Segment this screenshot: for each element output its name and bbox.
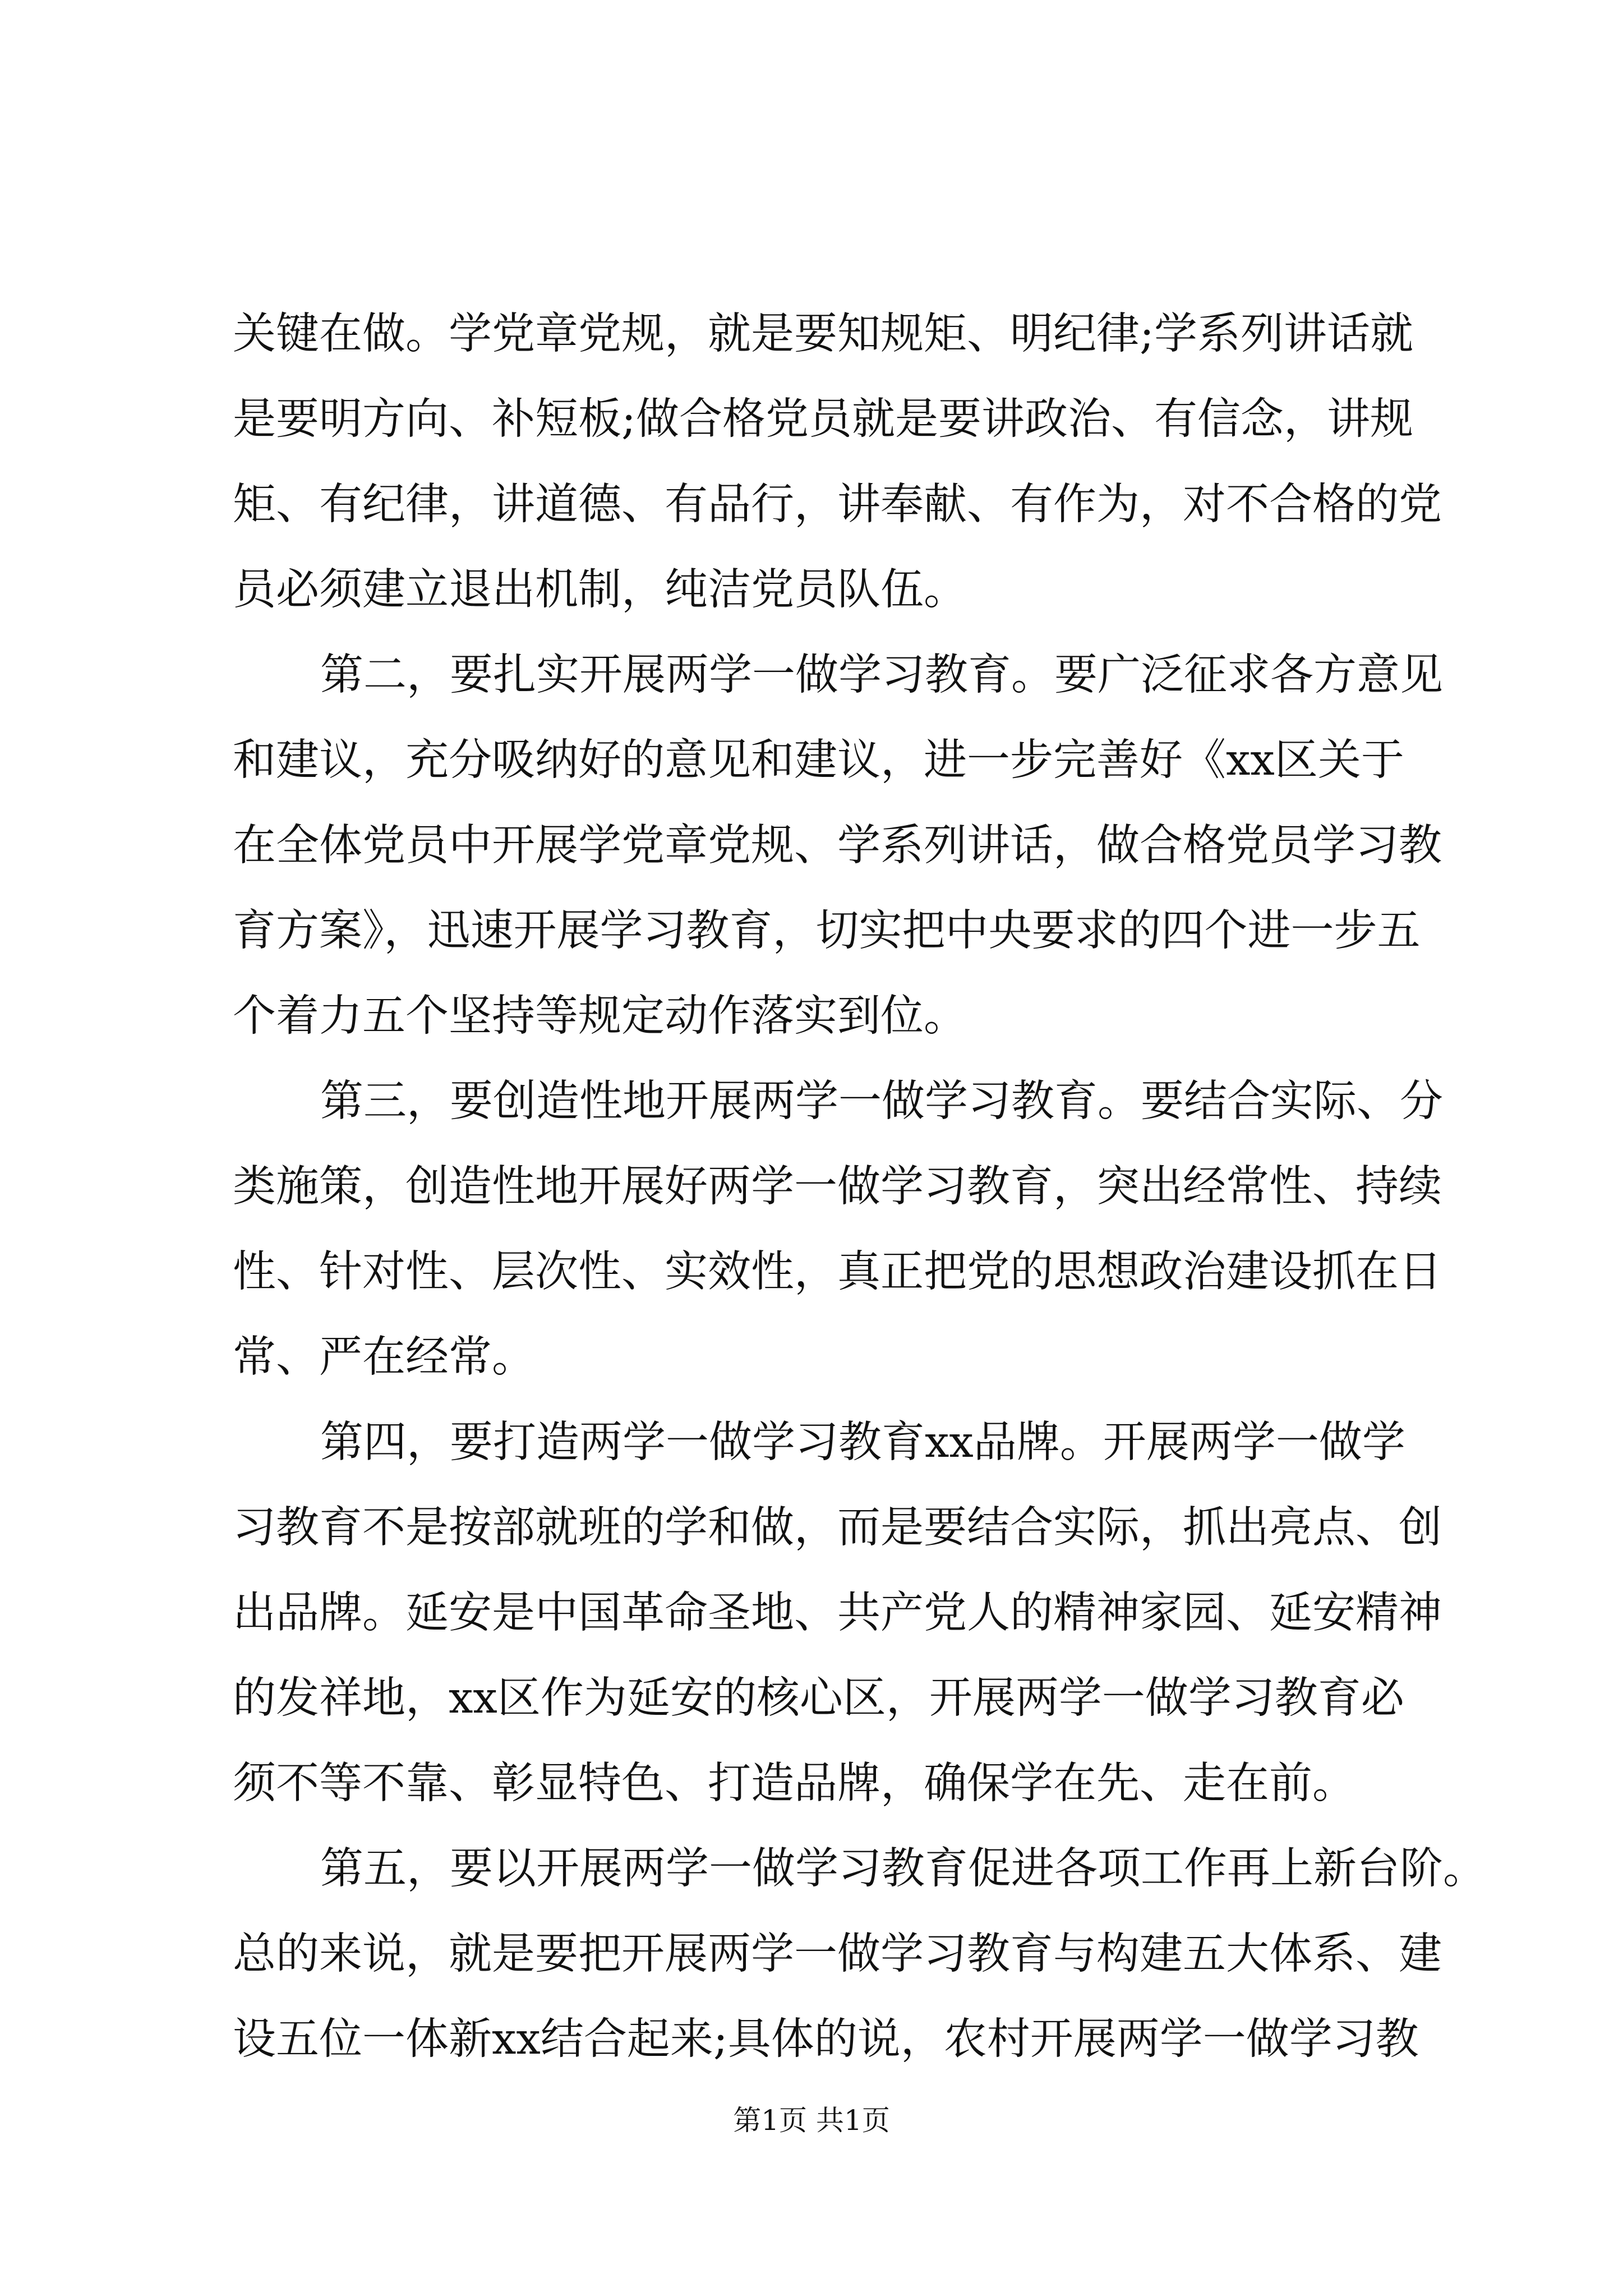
paragraph-first-line: 第三，要创造性地开展两学一做学习教育。要结合实际、分 [320, 1076, 1443, 1126]
document-body [233, 292, 1486, 2082]
paragraph-first-line: 第四，要打造两学一做学习教育xx品牌。开展两学一做学 [320, 1418, 1405, 1467]
text-line: 习教育不是按部就班的学和做，而是要结合实际，抓出亮点、创 [233, 1503, 1442, 1553]
text-line: 出品牌。延安是中国革命圣地、共产党人的精神家园、延安精神 [233, 1588, 1442, 1638]
text-line: 常、严在经常。 [233, 1332, 535, 1382]
text-line: 性、针对性、层次性、实效性，真正把党的思想政治建设抓在日 [233, 1247, 1442, 1297]
page-number-footer: 第1页 共1页 [733, 2104, 890, 2137]
text-line: 在全体党员中开展学党章党规、学系列讲话，做合格党员学习教 [233, 821, 1442, 871]
text-line: 关键在做。学党章党规，就是要知规矩、明纪律;学系列讲话就 [233, 309, 1413, 359]
text-line: 是要明方向、补短板;做合格党员就是要讲政治、有信念，讲规 [233, 394, 1413, 444]
text-line: 类施策，创造性地开展好两学一做学习教育，突出经常性、持续 [233, 1162, 1442, 1212]
text-line: 和建议，充分吸纳好的意见和建议，进一步完善好《xx区关于 [233, 735, 1404, 785]
paragraph-first-line: 第二，要扎实开展两学一做学习教育。要广泛征求各方意见 [320, 650, 1443, 700]
text-line: 矩、有纪律，讲道德、有品行，讲奉献、有作为，对不合格的党 [233, 480, 1442, 530]
text-line: 育方案》，迅速开展学习教育，切实把中央要求的四个进一步五 [233, 906, 1421, 956]
text-line: 总的来说，就是要把开展两学一做学习教育与构建五大体系、建 [233, 1929, 1442, 1979]
paragraph-first-line: 第五，要以开展两学一做学习教育促进各项工作再上新台阶。 [320, 1844, 1486, 1894]
text-line: 员必须建立退出机制，纯洁党员队伍。 [233, 565, 967, 615]
text-line: 个着力五个坚持等规定动作落实到位。 [233, 991, 967, 1041]
text-line: 的发祥地，xx区作为延安的核心区，开展两学一做学习教育必 [233, 1673, 1404, 1723]
text-line: 设五位一体新xx结合起来;具体的说，农村开展两学一做学习教 [233, 2014, 1419, 2064]
text-line: 须不等不靠、彰显特色、打造品牌，确保学在先、走在前。 [233, 1759, 1355, 1809]
